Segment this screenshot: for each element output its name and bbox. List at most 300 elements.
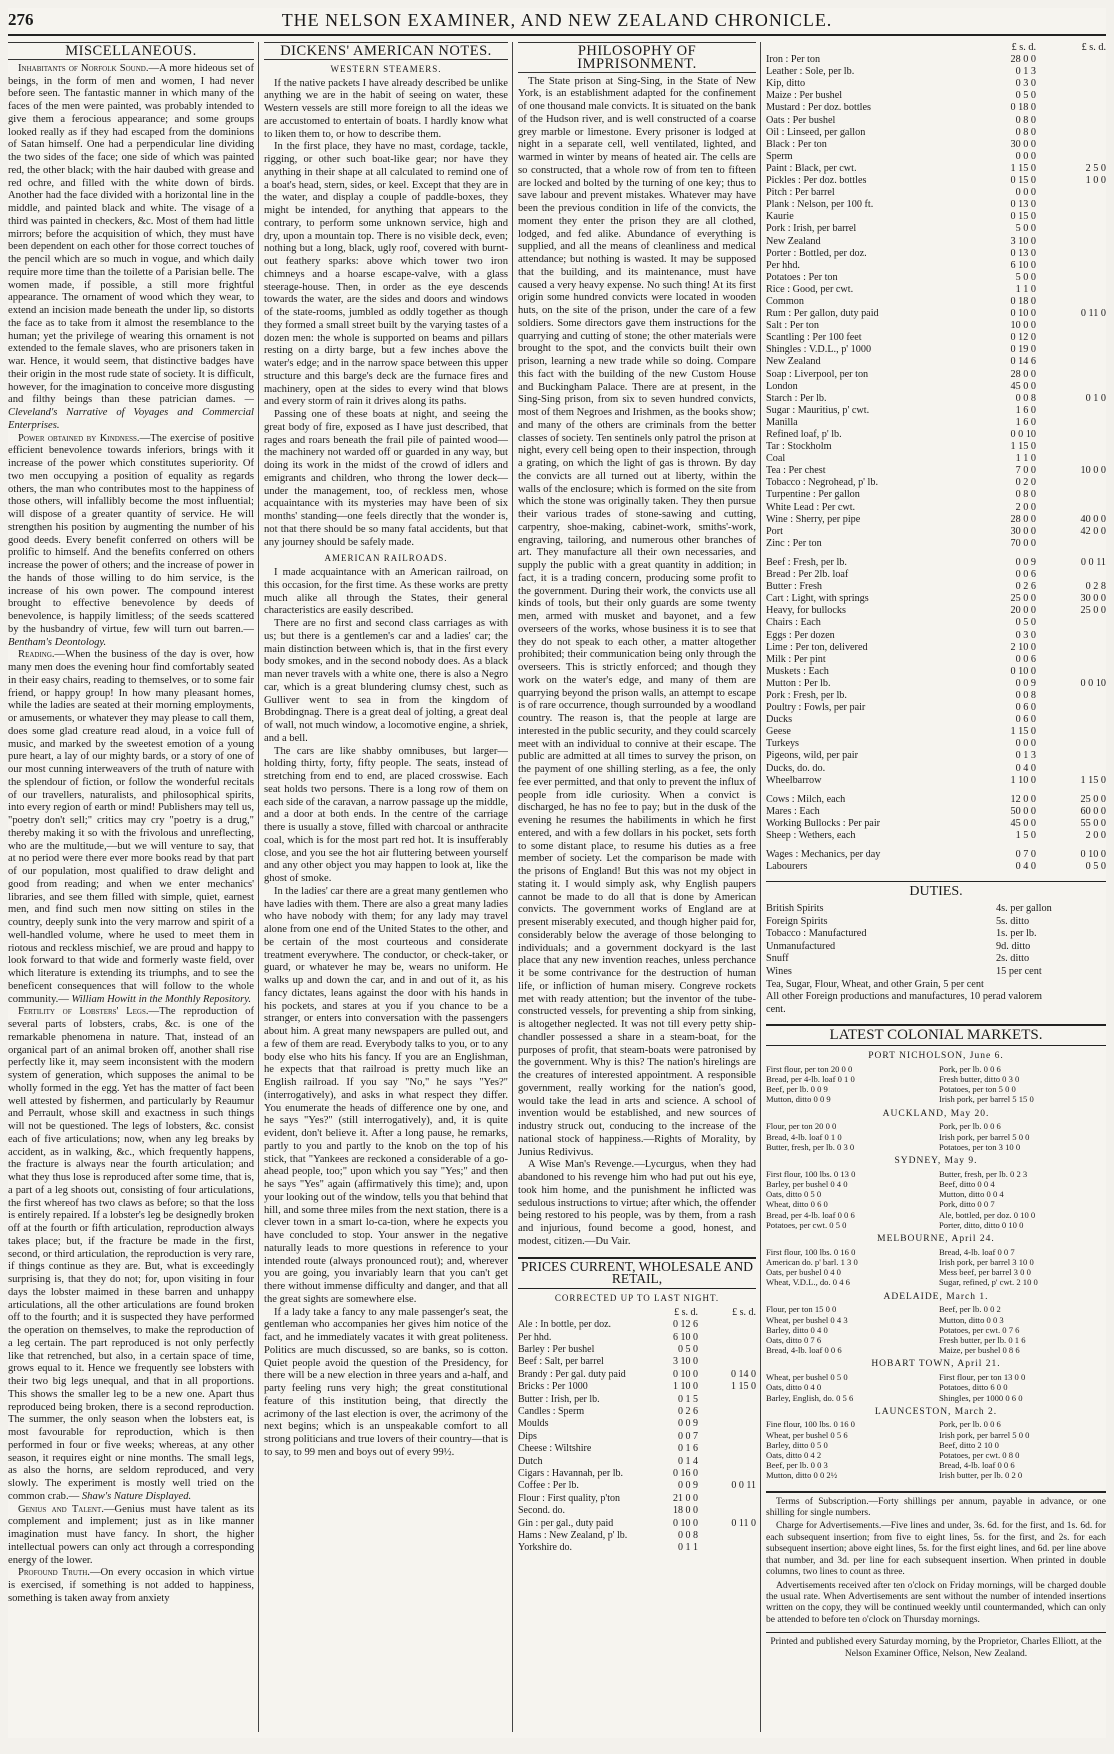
price-item: Scantling : Per 100 feet [766,332,862,344]
price-high [1036,272,1106,284]
price-row [766,441,1106,453]
price-low: 0 10 0 [1010,308,1036,320]
price-row [766,642,1106,654]
duty-rate: 15 per cent [996,966,1042,977]
price-high: 1 0 0 [1085,175,1106,187]
price-item: Beef : Salt, per barrel [518,1356,604,1368]
market-price: Irish pork, per barrel 5 15 0 [939,1094,1034,1105]
price-row [766,775,1106,787]
market-price: American do. p' barl. 1 3 0 [766,1256,858,1267]
price-row [518,1319,756,1331]
price-item: Gin : per gal., duty paid [518,1517,614,1529]
market-row [766,1210,1106,1220]
price-low: 0 0 8 [1015,392,1036,404]
price-row [766,763,1106,775]
price-item: Cheese : Wiltshire [518,1443,592,1455]
price-low: 1 15 0 [1010,726,1036,738]
spacer [766,550,1106,557]
price-high [1036,369,1106,381]
price-low: 1 10 0 [1010,774,1036,786]
price-row [766,654,1106,666]
market-row [766,1084,1106,1094]
price-row [766,690,1106,702]
paragraph-text: —The exercise of positive efficient benevolence towards inferiors, brings with it increase of the power which constitutes superiority. Of two men occupying a position of equality as regards others, the man who contributes most to the happiness of those others, will infallibly become the most influential; will dispose of a greater quantity of service. He will strengthen his position by augmenting the number of his good deeds. Every benefit conferred on others will be prolific to himself. And the benefits conferred on others increase the power of others; and the increase of power in the hands of those willing to do him service, is the increase of his own power. The compound interest brought to effective benevolence by deeds of benevolence, is happily limitless; of the seeds scattered by the husbandry of virtue, few will turn out barren.— [8,432,254,635]
price-item: Moulds [518,1418,549,1430]
duty-rate: 2s. ditto [996,953,1030,965]
market-price: Shingles, per 1000 0 6 0 [939,1392,1023,1403]
price-item: Pitch : Per barrel [766,187,835,199]
price-low: 30 0 0 [1010,138,1036,150]
price-row [518,1431,756,1443]
price-row [518,1406,756,1418]
price-item: Starch : Per lb. [766,392,827,404]
price-item: Butter : Irish, per lb. [518,1393,600,1405]
article-paragraph: The State prison at Sing-Sing, in the State of New York, is an establishment adapted for the confinement of one thousand male convicts. It is situated on the bank of the Hudson river, and is well constructed of a coarse grey marble or limestone. Every prisoner is lodged at night in a separate cell, well ventilated, lighted, and warmed in winter by means of heated air. The cells are so constructed, that a whole row of from ten to fifteen are locked and bolted by the turning of one key; thus to save labour and prevent mistakes. Whatever may have been the previous condition in life of the convicts, the moment they enter the prison they are all clothed, lodged, and fed alike. Abundance of everything is supplied, and all the means of cleanliness and medical attendance; but nothing is wasted. It may be supposed that the building, and its maintenance, must have caused a very heavy expense. No such thing! At its first origin some hundred convicts were located in wooden huts, on the site of the prison, under the care of a few soldiers. Some directors gave them instructions for the quarrying and cutting of stone; the other materials were brought to the spot, and the convicts built their own prison, learning a new trade while so doing. Compare this fact with the building of the new Custom House and Buckingham Palace. There are at present, in the Sing-Sing prison, from six to seven hundred convicts, most of them Negroes and Irishmen, as the books show; and many of the others are criminals from the better classes of society. Ten sentinels only patrol the prison at night, every cell being open to their inspection, through a grating, on which the light of gas is thrown. By day the convicts are all turned out at liberty, within the walls of the enclosure; which is formed on the site from which the stone was originally taken. They then pursue their various trades of stone-sawing and cutting, carpentry, shoe-making, cabinet-work, smiths'-work, engraving, tailoring, and numerous other branches of art. They manufacture all their own necessaries, and supply the public with a great quantity in addition; in fact, it is a trading concern, producing some profit to the government. During their work, the convicts use all kinds of tools, but their only guards are some twenty men, armed with musket and bayonet, and a few overseers of the works, whose business it is to see that they do not speak to each other, a matter altogether prohibited; their communication being only through the overseers. This is strictly enforced; and though they work on the water's edge, and many of them are quarrying beyond the prison walls, an attempt to escape is of rare occurrence, though surrounded by a woodland country. The reason is, that the people at large are interested in the public security, and they could scarcely meet with an individual to connive at their escape. The public are admitted at all times to survey the prison, on the payment of one shilling sterling, as a fee, the only fee ever permitted, and that only to prevent the influx of people from idle curiosity. When a convict is discharged, he has no fee to pay; but in the dusk of the evening he resumes the habiliments in which he first entered, and with a few dollars in his pocket, sets forth to some distant place, to resume his duties as a free member of society. Let the comparison be made with the prisons of England! But this was not my object in stating it. I would simply ask, why English paupers cannot be made to do all that is done by American convicts. The government works of England are at present miserably executed, and though higher paid for, considerably below the average of those belonging to individuals; and a government dockyard is the last place that any new invention reaches, unless perchance it be some contrivance for the destruction of human life, or infliction of human misery. Congreve rockets met with ready attention; but the inventor of the tube-constructed vessels, for preventing a ship from sinking, is altogether neglected. It was not till every petty ship-chandler possessed a share in a steam-boat, for the purposes of profit, that steam-boats were patronised by the government. Why is this? The nation's hirelings are the creatures of interested appointment. A responsible government, really working for the nation's good, would take the lead in arts and science. A school of invention would be established, and new sources of industry struck out, conducing to the increase of the national stock of happiness.—Rights of Morality, by Junius Redivivus. [518,75,756,1158]
price-high [698,1418,756,1430]
paragraph-lead: Fertility of Lobsters' Legs. [18,1006,149,1018]
article-paragraph: Passing one of these boats at night, and seeing the great body of fire, exposed as I have just described, that rages and roars beneath the frail pile of painted wood—the machinery not warded off or guarded in any way, but doing its work in the midst of the crowd of idlers and emigrants and children, who throng the lower deck—under the management, too, of reckless men, whose acquaintance with its mysteries may have been of six months' standing—one feels directly that the wonder is, not that there should be so many fatal accidents, but that any journey should be safely made. [264,409,508,548]
market-price: First flour, per ton 20 0 0 [766,1063,853,1074]
market-price: Potatoes, ditto 6 0 0 [939,1382,1008,1393]
price-low: 12 0 0 [1010,793,1036,805]
spacer [766,842,1106,849]
market-price: Wheat, per bushel 0 5 0 [766,1372,848,1383]
price-row [766,236,1106,248]
price-low: 0 0 0 [1015,738,1036,750]
market-row [766,1419,1106,1429]
price-item: Salt : Per ton [766,320,819,332]
duty-row [766,953,1106,966]
price-low: 0 1 4 [678,1455,698,1467]
price-high: 0 0 11 [1080,556,1106,568]
price-item: Turpentine : Per gallon [766,489,860,501]
price-high [698,1530,756,1542]
price-high [698,1406,756,1418]
article-paragraph: A Wise Man's Revenge.—Lycurgus, when they had abandoned to his revenge him who had put out his eye, took him home, and the punishment he inflicted was sedulous instructions to virtue; after which, the offender being restored to his people, was by them, from a rash and injurious, found become a good, honest, and modest, citizen.—Du Vair. [518,1159,756,1247]
price-low: 21 0 0 [673,1492,698,1504]
price-low: 0 2 0 [1015,477,1036,489]
price-item: Chairs : Each [766,617,821,629]
market-row [766,1382,1106,1392]
price-item: Eggs : Per dozen [766,629,835,641]
paragraph-lead: Profound Truth. [18,1567,90,1579]
price-row [766,750,1106,762]
price-high [1036,199,1106,211]
section-heading: PHILOSOPHY OF IMPRISONMENT. [518,42,756,73]
price-item: Plank : Nelson, per 100 ft. [766,199,874,211]
price-high [1036,453,1106,465]
market-price: Bread, 4-lb. loaf 0 0 6 [766,1345,842,1356]
price-item: Sugar : Mauritius, p' cwt. [766,404,870,416]
market-price: Fine flour, 100 lbs. 0 16 0 [766,1419,855,1430]
price-item: Heavy, for bullocks [766,605,846,617]
price-high [698,1394,756,1406]
price-row [766,260,1106,272]
price-row [518,1480,756,1492]
price-row [766,666,1106,678]
price-item: Tea : Per chest [766,465,826,477]
duty-row [766,928,1106,941]
price-item: Per hhd. [766,259,800,271]
section-heading: DICKENS' AMERICAN NOTES. [264,42,508,60]
price-high [1036,344,1106,356]
price-low: 0 5 0 [1015,90,1036,102]
price-row [766,223,1106,235]
price-low: 28 0 0 [1010,368,1036,380]
market-town: LAUNCESTON, March 2. [874,1406,998,1417]
price-low: 0 13 0 [1010,247,1036,259]
price-low: 3 10 0 [1010,235,1036,247]
price-item: Flour : First quality, p'ton [518,1492,620,1504]
price-row [766,726,1106,738]
price-item: Lime : Per ton, delivered [766,641,868,653]
market-town: PORT NICHOLSON, June 6. [868,1051,1004,1062]
price-row [766,514,1106,526]
price-item: Geese [766,726,791,738]
terms-paragraph: Charge for Advertisements.—Five lines and under, 3s. 6d. for the first, and 1s. 6d. for each subsequent insertion; from five to eight lines, 5s. for the first, and 2s. for each subsequent insertion; above eight lines, 5s. for the first eight lines, and 6d. per line above that number, and 3d. per line for each subsequent insertion. When printed in double columns, two lines to count as three. [766,1521,1106,1578]
market-row [766,1335,1106,1345]
article-paragraph: In the ladies' car there are a great many gentlemen who have ladies with them. There are also a great many ladies who have nobody with them; for any lady may travel alone from one end of the United States to the other, and be certain of the most courteous and considerate treatment everywhere. The conductor, or check-taker, or guard, or whatever he may be, wears no uniform. He walks up and down the car, and in and out of it, as his fancy dictates, leans against the door with his hands in his pockets, and stares at you if you chance to be a stranger, or enters into conversation with the passengers about him. A great many newspapers are pulled out, and a few of them are read. Everybody talks to you, or to any body else who hits his fancy. If you are an Englishman, he expects that that railroad is pretty much like an English railroad. If you say "No," he says "Yes?" (interrogatively), and asks in what respect they differ. You enumerate the heads of difference one by one, and he says "Yes?" (still interrogatively), and, it is quite evident, don't believe it. After a long pause, he remarks, partly to you and partly to the knob on the top of his stick, that "Yankees are reckoned a considerable of a go-ahead people, too;" upon which you say "Yes;" and then he says "Yes" again (affirmatively this time); and, upon your looking out of the window, tells you that behind that hill, and some three miles from the next station, there is a clever town in a smart lo-ca-tion, where he expects you have concluded to stop. Your answer in the negative naturally leads to more questions in reference to your intended route (always pronounced rout); and, wherever you are going, you invariably learn that you can't get there without immense difficulty and danger, and that all the great sights are somewhere else. [264,885,508,1305]
market-price: Bread, 4-lb. loaf 0 0 6 [939,1460,1015,1471]
price-high [1036,90,1106,102]
market-price: Butter, fresh, per lb. 0 3 0 [766,1141,855,1152]
price-row [766,538,1106,550]
price-item: Pickles : Per doz. bottles [766,175,867,187]
paragraph-lead: Reading. [18,649,55,661]
price-row [518,1468,756,1480]
market-town: MELBOURNE, April 24. [877,1234,995,1245]
price-item: Wine : Sherry, per pipe [766,513,861,525]
price-row [518,1381,756,1393]
market-row [766,1074,1106,1084]
price-row [766,175,1106,187]
price-low: 1 1 0 [1015,283,1036,295]
price-item: Maize : Per bushel [766,90,843,102]
price-item: Bread : Per 2lb. loaf [766,569,849,581]
column-rule [760,42,761,1732]
paragraph-source: — Cleveland's Narrative of Voyages and Commercial Enterprises. [8,394,254,431]
price-row [518,1369,756,1381]
price-item: Iron : Per ton [766,54,821,66]
price-item: Candles : Sperm [518,1406,585,1417]
price-low: 7 0 0 [1015,465,1036,477]
market-price: Potatoes, per cwt. 0 5 0 [766,1219,847,1230]
price-item: Hams : New Zealand, p' lb. [518,1530,628,1542]
price-high [1036,738,1106,750]
column-miscellaneous [8,42,254,1732]
price-high: 0 5 0 [1085,861,1106,873]
price-low: 0 0 6 [1015,653,1036,665]
subheading: AMERICAN RAILROADS. [324,553,448,564]
price-high [1036,187,1106,199]
duty-rate: ad valorem [996,991,1043,1003]
price-high [1036,54,1106,66]
market-price: First flour, 100 lbs. 0 16 0 [766,1246,856,1257]
price-high: 30 0 0 [1080,593,1106,605]
price-low: 20 0 0 [1010,605,1036,617]
price-low: 0 1 6 [678,1443,698,1455]
column-imprisonment [518,42,756,1732]
price-high [698,1332,756,1344]
market-price: Bread, per 4-lb. loaf 0 1 0 [766,1074,855,1085]
terms-paragraph: Advertisements received after ten o'clock on Friday mornings, will be charged double the usual rate. When Advertisements are sent without the number of intended insertions written on the copy, they will be continued weekly until countermanded, which can only be attended to before ten o'clock on Thursday mornings. [766,1580,1106,1625]
price-low: 5 0 0 [1015,271,1036,283]
price-low: 0 15 0 [1010,175,1036,187]
market-price: Bread, 4-lb. loaf 0 0 7 [939,1246,1015,1257]
price-item: Refined loaf, p' lb. [766,429,842,440]
price-high [1036,726,1106,738]
price-low: 0 10 0 [1010,665,1036,677]
price-high [1036,690,1106,702]
price-high [1036,381,1106,393]
price-row [766,381,1106,393]
article-paragraph [8,63,254,433]
price-low: 0 1 3 [1015,750,1036,762]
market-price: Potatoes, per cwt. 0 7 6 [939,1324,1020,1335]
market-price: First flour, per ton 13 0 0 [939,1372,1026,1383]
market-price: Flour, per ton 20 0 0 [766,1121,837,1132]
price-item: Cigars : Havannah, per lb. [518,1468,623,1480]
price-item: Tar : Stockholm [766,441,832,453]
price-high [1036,630,1106,642]
market-price: Barley, per bushel 0 4 0 [766,1179,848,1189]
price-row [766,151,1106,163]
column-rule [512,42,513,1732]
price-row [766,593,1106,605]
price-item: Coal [766,453,786,465]
market-price: Barley, ditto 0 5 0 [766,1439,828,1450]
price-item: Rum : Per gallon, duty paid [766,308,879,320]
price-low: 0 10 0 [673,1368,698,1380]
price-row [766,284,1106,296]
price-low: 5 0 0 [1015,223,1036,235]
price-row [518,1456,756,1468]
market-price: Mess beef, per barrel 3 0 0 [939,1267,1031,1278]
price-row [766,581,1106,593]
price-item: Mustard : Per doz. bottles [766,102,871,114]
price-high [1036,356,1106,368]
price-low: 0 0 9 [1015,556,1036,568]
price-low: 0 12 6 [673,1319,698,1331]
market-row [766,1393,1106,1403]
prices-table [518,1319,756,1555]
duty-row [766,966,1106,979]
price-high [1036,750,1106,762]
duty-row [766,979,1106,992]
price-high: 0 2 8 [1085,581,1106,593]
market-row [766,1094,1106,1104]
price-item: Kip, ditto [766,78,806,90]
market-price: Barley, ditto 0 4 0 [766,1324,828,1335]
price-low: 0 6 0 [1015,714,1036,726]
article-paragraph: If a lady take a fancy to any male passenger's seat, the gentleman who accompanies her gives him notice of the fact, and he immediately vacates it with great politeness. Politics are much discussed, so are banks, so is cotton. Quiet people avoid the question of the Presidency, for there will be a new election in three years and a-half, and party feeling runs very high; the great constitutional feature of this institution being, that directly the acrimony of the last election is over, the acrimony of the next begins; which is an unspeakable comfort to all strong politicians and true lovers of their country—that is to say, to 99 men and boys out of every 99½. [264,1306,508,1458]
price-low: 0 10 0 [673,1517,698,1529]
price-row [766,806,1106,818]
price-item: Mares : Each [766,805,820,817]
market-price: Wheat, per bushel 0 5 6 [766,1429,848,1440]
price-item: Black : Per ton [766,138,827,150]
duty-item: Snuff [766,953,789,965]
market-price: Beef, per lb. 0 0 2 [939,1304,1001,1315]
market-row [766,1132,1106,1142]
price-row [766,794,1106,806]
market-price: Irish butter, per lb. 0 2 0 [939,1470,1023,1481]
price-high [1036,429,1106,441]
price-high [698,1443,756,1455]
price-high [1036,666,1106,678]
paragraph-lead: Power obtained by Kindness. [18,432,140,444]
market-price: Bread, per 4-lb. loaf 0 0 6 [766,1209,855,1220]
price-row [518,1542,756,1554]
price-low: 0 18 0 [1010,295,1036,307]
market-price: Mutton, ditto 0 0 4 [939,1189,1004,1200]
prices-subheading: CORRECTED UP TO LAST NIGHT. [554,1293,720,1303]
price-low: 28 0 0 [1010,513,1036,525]
price-row [766,849,1106,861]
price-row [766,272,1106,284]
spacer [766,787,1106,794]
price-row [518,1518,756,1530]
price-high [1036,320,1106,332]
market-price: Sugar, refined, p' cwt. 2 10 0 [939,1277,1038,1288]
price-row [766,569,1106,581]
price-low: 30 0 0 [1010,525,1036,537]
price-low: 1 10 0 [673,1381,698,1393]
market-price: Oats, ditto 0 4 2 [766,1450,822,1461]
price-high [1036,702,1106,714]
price-item: Shingles : V.D.L., p' 1000 [766,344,872,356]
duties-heading: DUTIES. [766,881,1106,899]
price-item: Leather : Sole, per lb. [766,66,855,78]
price-item: Muskets : Each [766,665,829,677]
price-low: 0 8 0 [1015,114,1036,126]
market-row [766,1450,1106,1460]
price-low: 0 4 0 [1015,861,1036,873]
price-low: 1 6 0 [1015,404,1036,416]
price-item: Port [766,525,783,537]
market-price: Maize, per bushel 0 8 6 [939,1345,1020,1356]
price-row [766,54,1106,66]
duty-row [766,916,1106,929]
price-low: 6 10 0 [1010,259,1036,271]
price-row [766,308,1106,320]
price-row [766,630,1106,642]
price-row [518,1394,756,1406]
price-item: Coffee : Per lb. [518,1480,579,1492]
printer-imprint: Printed and published every Saturday morning, by the Proprietor, Charles Elliott, at the Nelson Examiner Office, Nelson, New Zealand. [766,1632,1106,1660]
price-low: 0 1 5 [678,1393,698,1405]
market-town: ADELAIDE, March 1. [883,1291,989,1302]
prices-column-header: £ s. d. £ s. d. [1011,42,1106,53]
price-low: 0 6 0 [1015,702,1036,714]
market-row [766,1460,1106,1470]
price-high [698,1542,756,1554]
market-row [766,1304,1106,1314]
duty-rate [996,979,1106,992]
price-low: 0 0 9 [1015,677,1036,689]
price-low: 0 0 8 [678,1530,698,1542]
price-row [766,139,1106,151]
market-price: Beef, ditto 0 0 4 [939,1179,995,1189]
price-item: Wages : Mechanics, per day [766,849,881,861]
market-row [766,1199,1106,1209]
paragraph-source: Shaw's Nature Displayed. [81,1490,192,1502]
prices-table [766,54,1106,873]
market-row [766,1430,1106,1440]
price-item: Turkeys [766,738,800,750]
price-item: Yorkshire do. [518,1542,572,1554]
market-row [766,1470,1106,1480]
subheading: WESTERN STEAMERS. [330,63,442,74]
price-high [1036,236,1106,248]
price-high [1036,139,1106,151]
market-town: HOBART TOWN, April 21. [871,1359,1001,1370]
price-high [1036,502,1106,514]
price-high [698,1319,756,1331]
price-high: 40 0 0 [1080,513,1106,525]
newspaper-page [8,8,1106,1738]
price-row [766,296,1106,308]
price-high: 42 0 0 [1080,525,1106,537]
price-high: 0 0 11 [731,1480,756,1492]
price-item: Labourers [766,861,808,873]
paragraph-lead: Genius and Talent. [18,1503,104,1515]
price-low: 0 2 6 [1015,581,1036,593]
price-row [766,605,1106,617]
price-item: Pork : Irish, per barrel [766,223,857,235]
price-low: 0 0 9 [678,1418,698,1430]
price-item: Poultry : Fowls, per pair [766,702,866,714]
price-high [1036,489,1106,501]
price-high [1036,211,1106,223]
duty-row [766,903,1106,916]
price-high [1036,332,1106,344]
newspaper-title: THE NELSON EXAMINER, AND NEW ZEALAND CHRONICLE. [281,10,833,30]
paragraph-text: —The reproduction of several parts of lobsters, crabs, &c. is one of the remarkable phenomena in nature. That, instead of an organical part of an animal broken off, another shall rise perfectly like it, may seem inconsistent with the modern system of generation, which supposes the animal to be wholly formed in the egg. Yet has the matter of fact been well attested by fishermen, and particularly by Reaumur and Perrault, whose skill and exactness in such things will not be questioned. The legs of lobsters, &c. consist each of five articulations; now, when any leg breaks by accident, as in walking, &c., which frequently happens, the fracture is always near the fourth articulation; and what they thus lose is reproduced after some time, that is, a part of a leg shoots out, consisting of four articulations, the first whereof has two claws as before; so that the loss is entirely repaired. If a lobster's leg be designedly broken off at the fourth or fifth articulation, reproduction always takes place; but, if the fracture be made in the first, second, or third articulation, the reproduction is very rare, if things continue as they are. But, what is exceedingly surprising is, that they do not; for, upon visiting in four days the lobster maimed in these barren and unhappy articulations, all the other articulations are found broken off to the fourth; and it is suspected they have performed the operation on themselves, to make the reproduction of a leg certain. The part reproduced is not only perfectly like that retrenched, but also, in a certain space of time, grows equal to it. Hence we frequently see lobsters with their two big legs unequal, and that in all proportions. This shows the smaller leg to be a new one. Apart thus reproduced being broken, there is a second reproduction. The summer, the only season when the lobsters eat, is most favourable for reproduction, which is then performed in four or five weeks; whereas, at any other season, it requires eight or nine months. The small legs, as also the horns, are seldom reproduced, and very slowly. The experiment is mostly well tried on the common crab.— [8,1006,254,1502]
price-row [518,1530,756,1542]
price-row [766,429,1106,441]
duty-rate: 9d. ditto [996,940,1031,952]
price-low: 0 0 7 [678,1430,698,1442]
price-item: Zinc : Per ton [766,537,822,549]
price-high [1036,127,1106,139]
market-price: Potatoes, per cwt. 0 8 0 [939,1450,1020,1461]
price-low: 0 0 0 [1015,187,1036,199]
price-low: 0 19 0 [1010,344,1036,356]
price-high: 0 0 10 [1080,677,1106,689]
price-row [766,115,1106,127]
price-item: Working Bullocks : Per pair [766,817,881,829]
price-low: 2 0 0 [1015,501,1036,513]
market-price: Beef, per lb. 0 0 9 [766,1084,828,1095]
market-row [766,1121,1106,1131]
price-row [766,356,1106,368]
price-row [766,90,1106,102]
price-low: 0 3 0 [1015,629,1036,641]
duty-rate: 5s. ditto [996,915,1030,927]
market-row [766,1277,1106,1287]
price-low: 0 5 0 [678,1343,698,1355]
price-high [1036,115,1106,127]
market-row [766,1142,1106,1152]
market-row [766,1220,1106,1230]
price-row [518,1493,756,1505]
price-row [766,187,1106,199]
prices-current-heading: PRICES CURRENT, WHOLESALE AND RETAIL, [518,1257,756,1290]
market-row [766,1247,1106,1257]
price-high: 2 0 0 [1085,830,1106,841]
market-price: Oats, ditto 0 4 0 [766,1382,822,1393]
